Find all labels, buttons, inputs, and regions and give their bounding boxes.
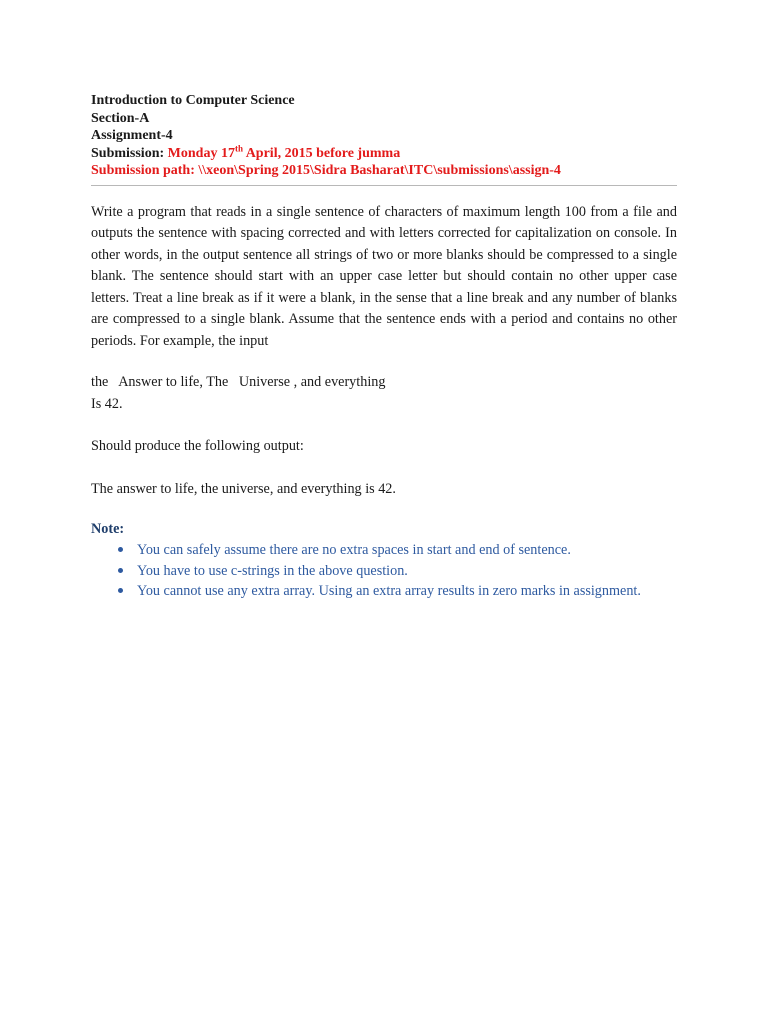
- sample-input-line-2: Is 42.: [91, 395, 123, 412]
- submission-day: Monday 17: [167, 145, 235, 161]
- sample-input: [91, 372, 677, 415]
- output-intro: Should produce the following output:: [91, 438, 304, 454]
- submission-label: Submission:: [91, 145, 165, 161]
- submission-path-line: [91, 162, 677, 180]
- sample-output: The answer to life, the universe, and everything is 42.: [91, 480, 396, 497]
- document-page: [91, 92, 677, 602]
- header-divider: [91, 185, 677, 186]
- submission-day-suffix: th: [234, 142, 243, 153]
- note-list: [91, 540, 677, 602]
- note-item-text: You have to use c-strings in the above question.: [137, 562, 408, 579]
- problem-statement: Write a program that reads in a single sentence of characters of maximum length 100 from a file and outputs the sentence with spacing corrected and with letters corrected for capitalization on console. In other words, in the output sentence all strings of two or more blanks should be compressed to a single blank. The sentence should start with an upper case letter but should contain no other upper case letters. Treat a line break as if it were a blank, in the sense that a line break and any number of blanks are compressed to a single blank. Assume that the sentence ends with a period and contains no other periods. For example, the input: [91, 203, 677, 349]
- bullet-icon: [118, 568, 123, 573]
- submission-date-rest: April, 2015 before jumma: [242, 145, 401, 161]
- course-title: Introduction to Computer Science: [91, 93, 295, 108]
- note-item-text: You can safely assume there are no extra spaces in start and end of sentence.: [137, 542, 571, 558]
- sample-input-line-1: the Answer to life, The Universe , and everything: [91, 374, 386, 390]
- section-label: Section-A: [91, 110, 150, 126]
- bullet-icon: [118, 547, 123, 552]
- note-title: Note:: [91, 521, 125, 537]
- note-item: [91, 561, 677, 582]
- submission-date: [167, 142, 401, 161]
- assignment-label: Assignment-4: [91, 128, 173, 143]
- submission-path-value: \\xeon\Spring 2015\Sidra Basharat\ITC\submissions\assign-4: [198, 163, 561, 178]
- submission-line: [91, 142, 677, 163]
- bullet-icon: [118, 588, 123, 593]
- note-item-text: You cannot use any extra array. Using an extra array results in zero marks in assignment.: [137, 583, 641, 599]
- note-item: [91, 540, 677, 561]
- note-item: [91, 581, 677, 602]
- submission-path-label: Submission path:: [91, 163, 199, 178]
